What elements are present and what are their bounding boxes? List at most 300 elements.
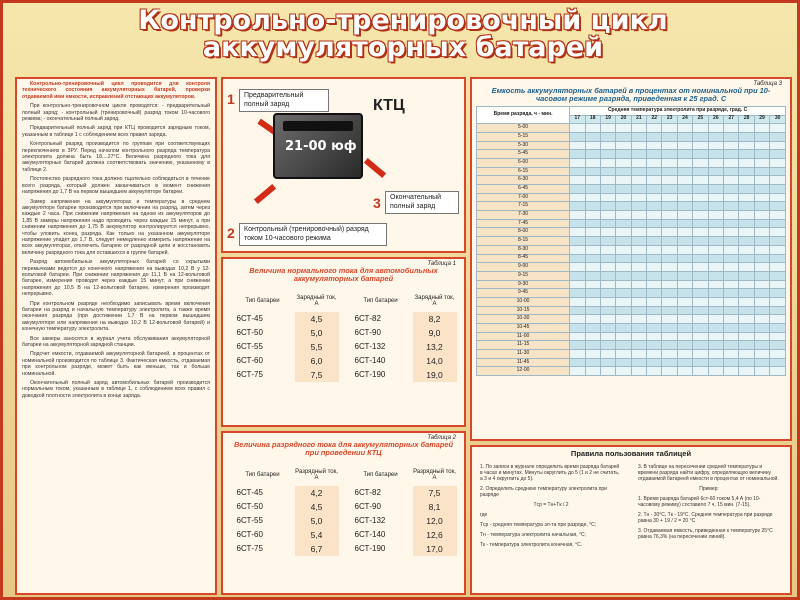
table1 bbox=[231, 290, 457, 382]
t1-cell: 6СТ-190 bbox=[354, 370, 386, 380]
t3-cell bbox=[739, 141, 754, 150]
t3-cell bbox=[647, 193, 662, 202]
t3-cell bbox=[770, 150, 786, 159]
t3-cell bbox=[739, 211, 754, 220]
t3-cell bbox=[662, 167, 677, 176]
t3-cell bbox=[662, 263, 677, 272]
t3-time-cell: 5-00 bbox=[477, 124, 570, 133]
t3-cell bbox=[631, 193, 646, 202]
t3-cell bbox=[662, 332, 677, 341]
arrow-step3 bbox=[364, 158, 386, 178]
t3-cell bbox=[708, 271, 723, 280]
t3-cell bbox=[693, 219, 708, 228]
t3-cell bbox=[770, 124, 786, 133]
t3-cell bbox=[616, 358, 631, 367]
t3-cell bbox=[724, 358, 739, 367]
t3-cell bbox=[770, 358, 786, 367]
t3-cell bbox=[570, 141, 585, 150]
t3-cell bbox=[770, 289, 786, 298]
t3-time-cell: 10-30 bbox=[477, 315, 570, 324]
t3-cell bbox=[739, 350, 754, 359]
t3-cell bbox=[585, 167, 600, 176]
t3-cell bbox=[585, 280, 600, 289]
t3-cell bbox=[570, 132, 585, 141]
t3-cell bbox=[770, 193, 786, 202]
t3-row bbox=[477, 228, 786, 237]
t3-cell bbox=[693, 280, 708, 289]
battery-image bbox=[273, 113, 363, 179]
t3-cell bbox=[739, 271, 754, 280]
t3-cell bbox=[739, 297, 754, 306]
t3-time-cell: 9-30 bbox=[477, 280, 570, 289]
t3-cell bbox=[739, 219, 754, 228]
t3-cell bbox=[570, 158, 585, 167]
t3-cell bbox=[754, 237, 769, 246]
t3-cell bbox=[724, 237, 739, 246]
t3-cell bbox=[677, 263, 692, 272]
para-2: Предварительный полный заряд при КТЦ проводится зарядным током, указанным в таблице 1 с соблюдением всех правил заряда. bbox=[22, 125, 210, 138]
t3-cell bbox=[570, 254, 585, 263]
t3-cell bbox=[739, 185, 754, 194]
t3-row bbox=[477, 341, 786, 350]
t3-cell bbox=[585, 367, 600, 376]
t3-cell bbox=[585, 132, 600, 141]
t3-cell bbox=[770, 297, 786, 306]
t3-cell bbox=[647, 185, 662, 194]
t3-row bbox=[477, 124, 786, 133]
t3-row bbox=[477, 254, 786, 263]
t3-cell bbox=[693, 367, 708, 376]
t3-cell bbox=[570, 150, 585, 159]
para-7: При контрольном разряде необходимо записывать время включения батареи на разряд и начальную температуру электролита, а также время окончания разряда (при достижении 1,7 В на первом вышедшем аккумуляторе или напряжения на выводах 10,2 В 12-вольтовой батарей) и конечную температуру электролита. bbox=[22, 300, 210, 333]
t3-cell bbox=[754, 315, 769, 324]
t3-time-cell: 5-45 bbox=[477, 150, 570, 159]
t3-cell bbox=[631, 306, 646, 315]
t3-row bbox=[477, 167, 786, 176]
t3-cell bbox=[708, 350, 723, 359]
t3-cell bbox=[616, 132, 631, 141]
t3-cell bbox=[662, 176, 677, 185]
t3-cell bbox=[770, 254, 786, 263]
t3-cell bbox=[600, 306, 615, 315]
rule-d3: Tк - температура электролита конечная, °С. bbox=[480, 542, 583, 548]
t3-row bbox=[477, 193, 786, 202]
t3-cell bbox=[708, 185, 723, 194]
t3-cell bbox=[631, 211, 646, 220]
t3-cell bbox=[724, 289, 739, 298]
t3-cell bbox=[570, 367, 585, 376]
t3-cell bbox=[570, 324, 585, 333]
t3-cell bbox=[570, 167, 585, 176]
t3-cell bbox=[662, 158, 677, 167]
t3-row bbox=[477, 211, 786, 220]
t1-cell bbox=[339, 340, 349, 354]
t3-cell bbox=[724, 141, 739, 150]
t3-temp-cell: 26 bbox=[708, 115, 723, 124]
t3-cell bbox=[693, 306, 708, 315]
battery-top bbox=[283, 121, 353, 131]
table3 bbox=[476, 106, 786, 376]
t3-cell bbox=[739, 176, 754, 185]
t3-cell bbox=[600, 245, 615, 254]
t3-cell bbox=[677, 158, 692, 167]
t3-time-cell: 7-45 bbox=[477, 219, 570, 228]
t3-cell bbox=[724, 193, 739, 202]
t3-cell bbox=[693, 271, 708, 280]
t3-cell bbox=[724, 132, 739, 141]
t3-cell bbox=[754, 219, 769, 228]
t1-cell: 6СТ-132 bbox=[354, 342, 386, 352]
t3-cell bbox=[739, 158, 754, 167]
t1-cell: 6СТ-55 bbox=[236, 342, 263, 352]
t3-temp-cell: 20 bbox=[616, 115, 631, 124]
t3-cell bbox=[724, 176, 739, 185]
t3-time-cell: 11-30 bbox=[477, 350, 570, 359]
t3-cell bbox=[600, 289, 615, 298]
para-8: Все замеры заносятся в журнал учета обслуживания аккумуляторной батареи на аккумуляторной зарядной станции. bbox=[22, 335, 210, 349]
t3-cell bbox=[662, 124, 677, 133]
t3-cell bbox=[585, 150, 600, 159]
t3-cell bbox=[662, 297, 677, 306]
t3-cell bbox=[616, 245, 631, 254]
t3-time-cell: 8-00 bbox=[477, 228, 570, 237]
t3-cell bbox=[754, 324, 769, 333]
t3-row bbox=[477, 315, 786, 324]
t2-cell: 12,0 bbox=[413, 514, 457, 528]
t3-cell bbox=[616, 185, 631, 194]
t3-cell bbox=[708, 228, 723, 237]
t3-cell bbox=[647, 176, 662, 185]
t3-cell bbox=[739, 341, 754, 350]
t3-cell bbox=[600, 367, 615, 376]
t3-cell bbox=[647, 228, 662, 237]
t3-cell bbox=[647, 167, 662, 176]
t1-cell: 6СТ-75 bbox=[236, 370, 263, 380]
t3-cell bbox=[708, 280, 723, 289]
t3-cell bbox=[631, 315, 646, 324]
t3-cell bbox=[662, 271, 677, 280]
t3-cell bbox=[631, 263, 646, 272]
t3-cell bbox=[600, 358, 615, 367]
t3-cell bbox=[677, 228, 692, 237]
intro-text: Контрольно-тренировочный цикл проводится для контроля технического состояния аккумуляторных батарей, проверки отдаваемой ими емкости, исправлений отстающих аккумуляторов. bbox=[22, 81, 210, 100]
t3-cell bbox=[770, 237, 786, 246]
t3-cell bbox=[754, 280, 769, 289]
t3-cell bbox=[708, 297, 723, 306]
t1-cell: 6СТ-90 bbox=[354, 328, 381, 338]
t3-cell bbox=[739, 367, 754, 376]
t3-row bbox=[477, 185, 786, 194]
t3-cell bbox=[739, 202, 754, 211]
rules-title: Правила пользования таблицей bbox=[570, 449, 692, 458]
t3-cell bbox=[662, 150, 677, 159]
t3-cell bbox=[693, 237, 708, 246]
t3-time-cell: 6-30 bbox=[477, 176, 570, 185]
t3-cell bbox=[631, 271, 646, 280]
t3-cell bbox=[724, 167, 739, 176]
t3-temp-cell: 28 bbox=[739, 115, 754, 124]
para-6: Разряд автомобильных аккумуляторных батарей со скрытыми перемычками ведется до конечного напряжения на выводах 10,2 В у 12-вольтовой батареи. При снижении напряжения до 11,1 В на 12-вольтовой батарее, измерения проводят через каждые 15 минут, а при снижении напряжения до 10,5 В на 12-вольтовой батарее, измерения производят непрерывно. bbox=[22, 259, 210, 298]
t3-cell bbox=[693, 158, 708, 167]
t3-row bbox=[477, 158, 786, 167]
t3-time-cell: 9-00 bbox=[477, 263, 570, 272]
t3-cell bbox=[724, 245, 739, 254]
t3-cell bbox=[770, 271, 786, 280]
t3-cell bbox=[647, 358, 662, 367]
t3-cell bbox=[570, 271, 585, 280]
rules-panel bbox=[470, 445, 792, 595]
t3-cell bbox=[693, 245, 708, 254]
t3-cell bbox=[724, 350, 739, 359]
t3-cell bbox=[662, 185, 677, 194]
t3-cell bbox=[754, 332, 769, 341]
t3-cell bbox=[631, 324, 646, 333]
t3-cell bbox=[724, 211, 739, 220]
t1-row bbox=[231, 354, 457, 368]
t3-cell bbox=[616, 263, 631, 272]
t3-time-cell: 11-00 bbox=[477, 332, 570, 341]
t3-cell bbox=[600, 141, 615, 150]
table1-panel bbox=[221, 257, 466, 427]
t3-cell bbox=[647, 245, 662, 254]
t3-cell bbox=[770, 202, 786, 211]
t3-cell bbox=[754, 124, 769, 133]
t3-cell bbox=[677, 367, 692, 376]
t3-cell bbox=[770, 280, 786, 289]
t3-cell bbox=[677, 271, 692, 280]
t3-cell bbox=[647, 324, 662, 333]
t3-temp-cell: 24 bbox=[677, 115, 692, 124]
t3-cell bbox=[631, 150, 646, 159]
t3-cell bbox=[739, 254, 754, 263]
t3-cell bbox=[708, 219, 723, 228]
t3-cell bbox=[600, 254, 615, 263]
t3-cell bbox=[616, 332, 631, 341]
t3-cell bbox=[770, 332, 786, 341]
t3-cell bbox=[677, 358, 692, 367]
rules-left bbox=[476, 462, 626, 550]
t2-cell: 6СТ-55 bbox=[236, 516, 263, 526]
t3-time-cell: 8-15 bbox=[477, 237, 570, 246]
t3-cell bbox=[631, 132, 646, 141]
t2-col-type: Тип батареи bbox=[245, 471, 280, 478]
t3-cell bbox=[585, 271, 600, 280]
t3-cell bbox=[677, 211, 692, 220]
t3-cell bbox=[600, 176, 615, 185]
t3-cell bbox=[647, 297, 662, 306]
t2-row bbox=[231, 486, 457, 500]
t3-cell bbox=[600, 350, 615, 359]
t2-cell: 6СТ-50 bbox=[236, 502, 263, 512]
t3-cell bbox=[585, 358, 600, 367]
t2-col-type2: Тип батареи bbox=[363, 471, 398, 478]
t3-cell bbox=[647, 350, 662, 359]
t3-cell bbox=[754, 141, 769, 150]
t3-cell bbox=[616, 219, 631, 228]
example-title: Пример: bbox=[699, 486, 719, 492]
t3-cell bbox=[570, 176, 585, 185]
t3-cell bbox=[708, 315, 723, 324]
t3-cell bbox=[739, 358, 754, 367]
t3-cell bbox=[662, 219, 677, 228]
t3-cell bbox=[616, 193, 631, 202]
t3-cell bbox=[708, 132, 723, 141]
t3-cell bbox=[600, 297, 615, 306]
t3-cell bbox=[600, 271, 615, 280]
t3-cell bbox=[631, 228, 646, 237]
t3-temp-cell: 25 bbox=[693, 115, 708, 124]
para-10: Окончательный полный заряд автомобильных батарей производится нормальным током, указанным в таблице 1, с соблюдением всех правил с доводкой плотности электролита в конце заряда. bbox=[22, 380, 210, 399]
table1-title: Величина нормального тока для автомобильных аккумуляторных батарей bbox=[249, 266, 438, 284]
t3-cell bbox=[616, 228, 631, 237]
t3-cell bbox=[570, 263, 585, 272]
t3-cell bbox=[677, 219, 692, 228]
t3-cell bbox=[616, 367, 631, 376]
t3-cell bbox=[739, 167, 754, 176]
t3-time-cell: 12-00 bbox=[477, 367, 570, 376]
t3-cell bbox=[616, 297, 631, 306]
t3-time-cell: 11-15 bbox=[477, 341, 570, 350]
t3-cell bbox=[770, 219, 786, 228]
t1-row bbox=[231, 340, 457, 354]
table2-title: Величина разрядного тока для аккумуляторных батарей при проведении КТЦ bbox=[233, 440, 454, 458]
t3-cell bbox=[647, 124, 662, 133]
t3-cell bbox=[724, 341, 739, 350]
t3-row bbox=[477, 280, 786, 289]
t1-cell: 13,2 bbox=[413, 340, 457, 354]
t3-cell bbox=[754, 289, 769, 298]
t3-cell bbox=[677, 315, 692, 324]
t3-cell bbox=[739, 289, 754, 298]
t3-cell bbox=[662, 237, 677, 246]
t3-cell bbox=[770, 211, 786, 220]
t3-cell bbox=[770, 315, 786, 324]
t3-cell bbox=[693, 124, 708, 133]
t3-cell bbox=[754, 350, 769, 359]
t3-cell bbox=[754, 297, 769, 306]
t1-cell bbox=[339, 354, 349, 368]
t3-cell bbox=[754, 193, 769, 202]
t1-cell: 6СТ-60 bbox=[236, 356, 263, 366]
t3-cell bbox=[677, 324, 692, 333]
t3-time-cell: 7-30 bbox=[477, 211, 570, 220]
t3-cell bbox=[631, 167, 646, 176]
t3-cell bbox=[570, 228, 585, 237]
t3-cell bbox=[677, 176, 692, 185]
t3-cell bbox=[647, 132, 662, 141]
t3-temp-header: Средняя температура электролита при разряде, град. С bbox=[570, 106, 786, 115]
t1-col-type2: Тип батареи bbox=[363, 297, 398, 304]
t3-cell bbox=[647, 263, 662, 272]
step1-number: 1 bbox=[227, 91, 235, 107]
t3-cell bbox=[616, 237, 631, 246]
t3-cell bbox=[585, 254, 600, 263]
left-text-panel bbox=[15, 77, 217, 595]
rules-right bbox=[634, 462, 784, 542]
t3-cell bbox=[739, 132, 754, 141]
t3-cell bbox=[570, 315, 585, 324]
t2-cell: 6СТ-45 bbox=[236, 488, 263, 498]
t3-row bbox=[477, 245, 786, 254]
t3-cell bbox=[754, 263, 769, 272]
t3-row bbox=[477, 237, 786, 246]
t3-cell bbox=[677, 193, 692, 202]
t3-temp-cell: 18 bbox=[585, 115, 600, 124]
t3-cell bbox=[708, 167, 723, 176]
example-1: 1. Время разряда батарей 6ст-60 током 5,4 А (по 10-часовому режиму) составило 7 ч, 15 мин. (7-15). bbox=[638, 496, 761, 508]
t3-cell bbox=[616, 158, 631, 167]
t3-cell bbox=[724, 185, 739, 194]
t3-temp-cell: 17 bbox=[570, 115, 585, 124]
t3-cell bbox=[585, 297, 600, 306]
t3-cell bbox=[600, 167, 615, 176]
t3-cell bbox=[693, 263, 708, 272]
t3-cell bbox=[600, 263, 615, 272]
t2-cell: 12,6 bbox=[413, 528, 457, 542]
t3-cell bbox=[662, 324, 677, 333]
t3-cell bbox=[662, 228, 677, 237]
t3-cell bbox=[585, 237, 600, 246]
t3-cell bbox=[585, 341, 600, 350]
t3-cell bbox=[708, 124, 723, 133]
t3-cell bbox=[739, 324, 754, 333]
t3-cell bbox=[647, 211, 662, 220]
t3-cell bbox=[693, 358, 708, 367]
t3-cell bbox=[631, 185, 646, 194]
t1-cell: 14,0 bbox=[413, 354, 457, 368]
t3-cell bbox=[616, 150, 631, 159]
t3-cell bbox=[600, 315, 615, 324]
t3-cell bbox=[647, 341, 662, 350]
t3-cell bbox=[600, 124, 615, 133]
t3-cell bbox=[631, 141, 646, 150]
t3-cell bbox=[631, 332, 646, 341]
rule-2: 2. Определить среднюю температуру электролита при разряде bbox=[480, 486, 607, 498]
t3-cell bbox=[693, 324, 708, 333]
t3-cell bbox=[708, 211, 723, 220]
t2-cell: 6СТ-75 bbox=[236, 544, 263, 554]
t3-cell bbox=[631, 245, 646, 254]
t3-cell bbox=[570, 237, 585, 246]
t3-cell bbox=[677, 132, 692, 141]
t3-cell bbox=[677, 306, 692, 315]
t3-cell bbox=[570, 341, 585, 350]
t2-cell: 6СТ-132 bbox=[354, 516, 386, 526]
t3-cell bbox=[708, 254, 723, 263]
t3-cell bbox=[631, 124, 646, 133]
t3-cell bbox=[647, 315, 662, 324]
t3-cell bbox=[708, 176, 723, 185]
para-5: Замер напряжения на аккумуляторах и температуры в среднем аккумуляторе батареи производится при включении на разряд, затем через каждые 2 часа. При снижении напряжения на одном из аккумуляторов до 1,85 В замеры напряжения надо проводить через каждые 15 минут, а при снижении напряжения до 1,75 В аккумулятор контролируется непрерывно, чтобы уловить конец разряда. Как только на указанном аккумуляторе напряжение упадет до 1,7 В, следует немедленно измерить напряжение на всех аккумуляторах, отключить батарею от разрядной цепи и восстановить величину разрядного тока для оставшихся в группе батарей. bbox=[22, 198, 210, 256]
table3-panel bbox=[470, 77, 792, 441]
t3-cell bbox=[770, 228, 786, 237]
t3-cell bbox=[754, 176, 769, 185]
t3-cell bbox=[739, 332, 754, 341]
t3-cell bbox=[677, 245, 692, 254]
t3-cell bbox=[677, 185, 692, 194]
t3-cell bbox=[647, 367, 662, 376]
example-3: 3. Отдаваемая емкость, приведенная к температуре 25°С равна 76,3% (на пересечении линий). bbox=[638, 528, 773, 540]
t3-cell bbox=[724, 202, 739, 211]
t1-cell: 6СТ-82 bbox=[354, 314, 381, 324]
t3-cell bbox=[631, 158, 646, 167]
t3-cell bbox=[570, 219, 585, 228]
t1-cell bbox=[339, 368, 349, 382]
t3-cell bbox=[693, 141, 708, 150]
t3-cell bbox=[662, 350, 677, 359]
t3-cell bbox=[677, 332, 692, 341]
t3-time-cell: 5-30 bbox=[477, 141, 570, 150]
